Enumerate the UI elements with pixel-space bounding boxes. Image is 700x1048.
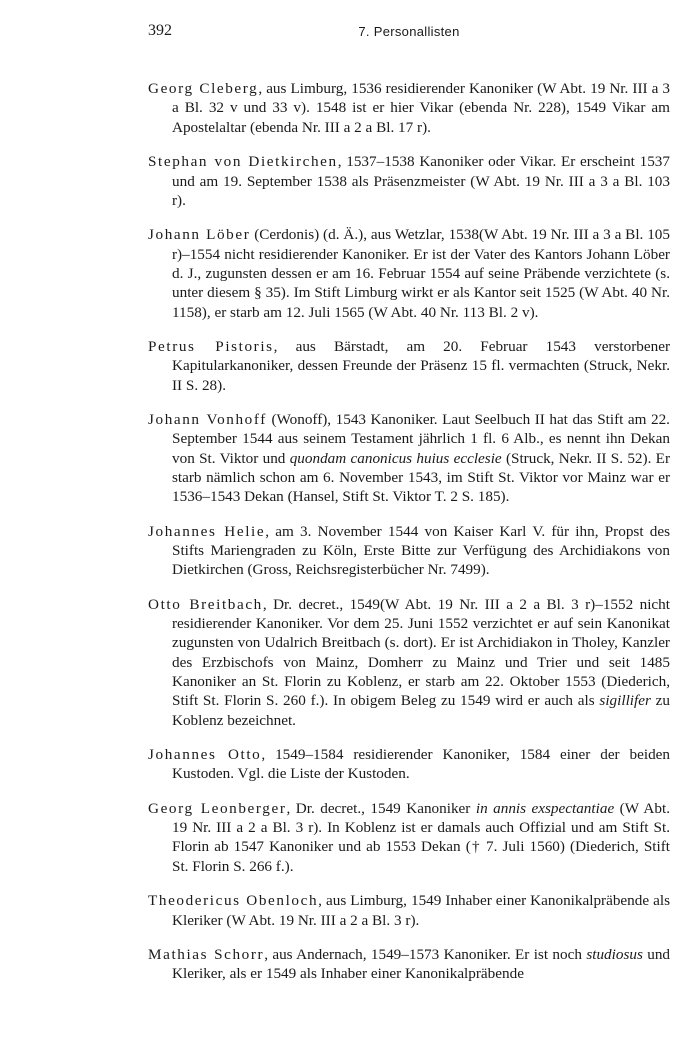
latin-phrase: studiosus bbox=[586, 946, 643, 964]
list-item bbox=[148, 152, 670, 210]
entry-text: (W Abt. 19 Nr. III a 2 a Bl. 3 r). In Koblenz ist er damals auch Offizial und am Stift St. Florin ab 1547 Kanoniker und ab 1553 Dekan († 7. Juli 1560) (Diederich, Stift St. Florin S. 266 f.). bbox=[172, 799, 671, 875]
entry-text: (Struck, Nekr. II S. 52). Er starb nämlich schon am 6. November 1543, im Stift St. Viktor vor Mainz war er 1536–1543 Dekan (Hansel, Stift St. Viktor T. 2 S. 185). bbox=[172, 449, 670, 506]
entry-text: (Wonoff), 1543 Kanoniker. Laut Seelbuch II hat das Stift am 22. September 1544 aus seinem Testament jährlich 1 fl. 6 Alb., es nennt ihn Dekan von St. Viktor und bbox=[172, 411, 670, 467]
person-name: Theodericus Obenloch bbox=[148, 892, 319, 910]
list-item bbox=[148, 337, 670, 395]
person-name: Johannes Otto bbox=[148, 746, 262, 764]
entry-text: , Dr. decret., 1549(W Abt. 19 Nr. III a 2 a Bl. 3 r)–1552 nicht residierender Kanoniker. Vor dem 25. Juni 1552 verzichtet er auf sein Kanonikat zugunsten von Udalrich Breitbach (s. dort). Er ist Archidiakon in Tholey, Kanzler des Erzbischofs von Mainz, Domherr zu Mainz und Trier und seit 1485 Kanoniker an St. Florin zu Koblenz, er starb am 22. Oktober 1553 (Diederich, Stift St. Florin S. 260 f.). In obigem Beleg zu 1549 wird er auch als bbox=[172, 595, 670, 710]
running-head bbox=[148, 22, 670, 44]
entry-text: , am 3. November 1544 von Kaiser Karl V. für ihn, Propst des Stifts Mariengraden zu Köln, Erste Bitte zur Verfügung des Archidiakons von Dietkirchen (Gross, Reichsregisterbücher Nr. 7499). bbox=[172, 522, 671, 579]
list-item bbox=[148, 799, 670, 876]
entry-text: , aus Limburg, 1549 Inhaber einer Kanonikalpräbende als Kleriker (W Abt. 19 Nr. III a 2 a Bl. 3 r). bbox=[172, 892, 671, 929]
list-item bbox=[148, 79, 670, 137]
page-number: 392 bbox=[148, 22, 172, 39]
running-title: 7. Personallisten bbox=[358, 24, 460, 39]
entry-text: , aus Andernach, 1549–1573 Kanoniker. Er ist noch bbox=[264, 946, 587, 964]
person-name: Johann Vonhoff bbox=[148, 411, 267, 429]
latin-phrase: sigillifer bbox=[599, 692, 651, 710]
person-name: Johannes Helie bbox=[148, 522, 266, 540]
list-item bbox=[148, 225, 670, 321]
entry-text: , 1537–1538 Kanoniker oder Vikar. Er erscheint 1537 und am 19. September 1538 als Präsenzmeister (W Abt. 19 Nr. III a 3 a Bl. 103 r). bbox=[172, 153, 670, 209]
list-item bbox=[148, 522, 670, 580]
person-name: Johann Löber bbox=[148, 226, 251, 244]
person-name: Georg Cleberg bbox=[148, 80, 259, 98]
entry-text: , 1549–1584 residierender Kanoniker, 1584 einer der beiden Kustoden. Vgl. die Liste der Kustoden. bbox=[172, 746, 670, 783]
person-name: Petrus Pistoris bbox=[148, 338, 274, 356]
entry-text: , aus Limburg, 1536 residierender Kanoniker (W Abt. 19 Nr. III a 3 a Bl. 32 v und 33 v). 1548 ist er hier Vikar (ebenda Nr. 228), 1549 Vikar am Apostelaltar (ebenda Nr. III a 2 a Bl. 17 r). bbox=[172, 80, 670, 136]
entry-list bbox=[148, 64, 670, 999]
entry-text: und Kleriker, als er 1549 als Inhaber einer Kanonikalpräbende bbox=[172, 946, 671, 983]
entry-text: zu Koblenz bezeichnet. bbox=[172, 692, 670, 729]
person-name: Otto Breitbach bbox=[148, 595, 263, 613]
list-item bbox=[148, 891, 670, 930]
person-name: Mathias Schorr bbox=[148, 946, 265, 964]
person-name: Stephan von Dietkirchen bbox=[148, 153, 338, 171]
entry-text: , Dr. decret., 1549 Kanoniker bbox=[286, 799, 476, 817]
entry-text: (Cerdonis) (d. Ä.), aus Wetzlar, 1538(W Abt. 19 Nr. III a 3 a Bl. 105 r)–1554 nicht residierender Kanoniker. Er ist der Vater des Kantors Johann Löber d. J., zugunsten dessen er am 16. Februar 1554 auf seine Präbende verzichtete (s. unter diesem § 35). Im Stift Limburg wirkt er als Kantor seit 1525 (W Abt. 40 Nr. 1158), er starb am 12. Juli 1565 (W Abt. 40 Nr. 113 Bl. 2 v). bbox=[172, 226, 670, 321]
latin-phrase: in annis exspectantiae bbox=[475, 799, 615, 817]
person-name: Georg Leonberger bbox=[148, 799, 287, 817]
entry-text: , aus Bärstadt, am 20. Februar 1543 verstorbener Kapitularkanoniker, dessen Freunde der Präsenz 15 fl. vermachten (Struck, Nekr. II S. 28). bbox=[172, 338, 671, 394]
list-item bbox=[148, 945, 670, 984]
list-item bbox=[148, 410, 670, 506]
latin-phrase: quondam canonicus huius ecclesie bbox=[289, 449, 502, 467]
list-item bbox=[148, 595, 670, 730]
list-item bbox=[148, 745, 670, 784]
